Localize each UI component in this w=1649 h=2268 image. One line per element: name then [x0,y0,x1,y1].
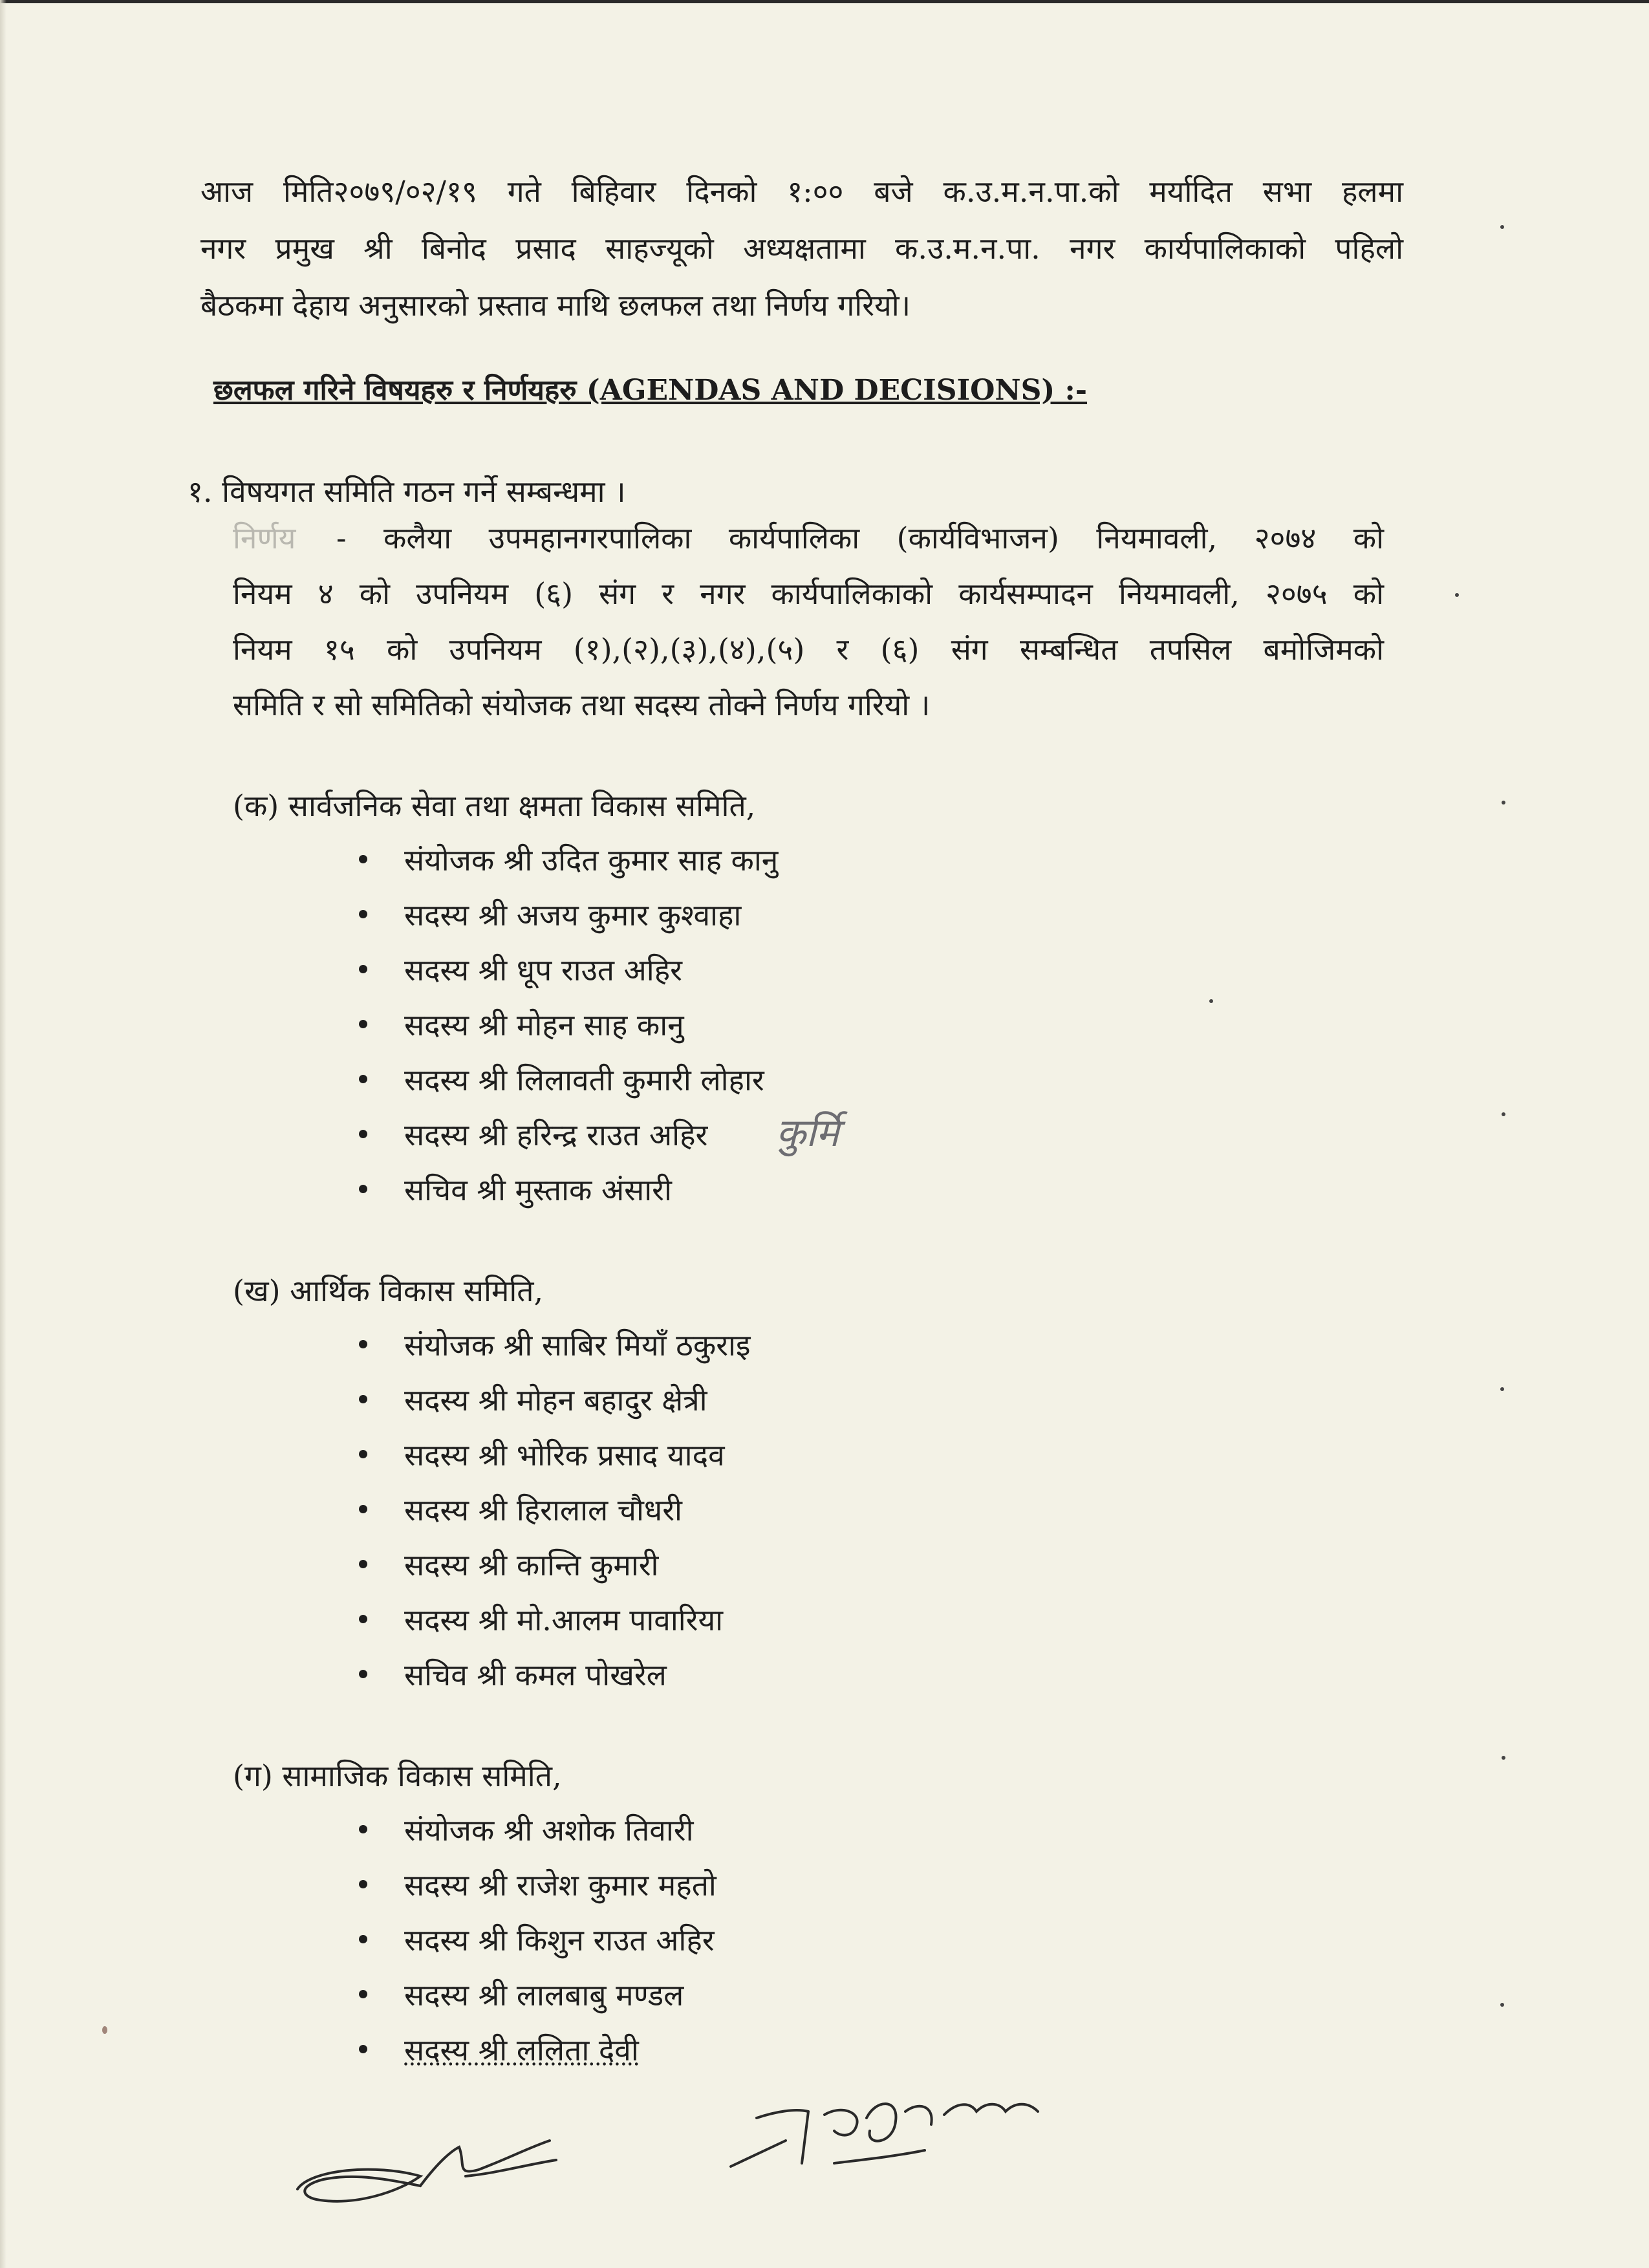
handwritten-correction: कुर्मि [776,1110,839,1156]
bullet-dot [359,1185,367,1193]
agenda-heading: छलफल गरिने विषयहरु र निर्णयहरु (AGENDAS AND DECISIONS) :- [213,374,1088,407]
committee-ka-member: सदस्य श्री मोहन साह कानु [404,1008,684,1042]
bullet-dot [359,1020,367,1028]
committee-ka-label: (क) सार्वजनिक सेवा तथा क्षमता विकास समिति, [233,788,756,823]
committee-kha-member: सदस्य श्री मो.आलम पावारिया [404,1603,724,1637]
committee-ka-member: सदस्य श्री अजय कुमार कुश्वाहा [404,898,742,933]
committee-ga-label: (ग) सामाजिक विकास समिति, [233,1758,562,1793]
committee-ka-member: सचिव श्री मुस्ताक अंसारी [404,1172,672,1207]
bullet-dot [359,1560,367,1568]
bullet-dot [359,1450,367,1458]
bullet-dot [359,1505,367,1513]
scan-top-border [0,0,1649,3]
intro-line-1: आज मिति२०७९/०२/१९ गते बिहिवार दिनको १:०० बजे क.उ.म.न.पा.को मर्यादित सभा हलमा [200,174,1403,209]
scan-speck [1502,1756,1505,1760]
committee-ka-member: संयोजक श्री उदित कुमार साह कानु [404,843,779,878]
scan-speck [1455,593,1459,597]
committee-ka-member: सदस्य श्री हरिन्द्र राउत अहिर [404,1118,708,1152]
scan-speck [1502,1112,1505,1116]
decision-line-4: समिति र सो समितिको संयोजक तथा सदस्य तोक्ने निर्णय गरियो । [233,687,931,722]
committee-ga-member: सदस्य श्री किशुन राउत अहिर [404,1923,715,1958]
bullet-dot [359,965,367,973]
bullet-dot [359,1340,367,1348]
committee-kha-member: सचिव श्री कमल पोखरेल [404,1658,667,1692]
bullet-dot [359,1825,367,1833]
scan-speck [1209,999,1213,1003]
decision-label: निर्णय [233,521,296,556]
committee-kha-member: सदस्य श्री कान्ति कुमारी [404,1548,659,1582]
decision-line-3: नियम १५ को उपनियम (१),(२),(३),(४),(५) र (६) संग सम्बन्धित तपसिल बमोजिमको [233,632,1384,667]
bullet-dot [359,1130,367,1138]
bullet-dot [359,1880,367,1888]
decision-line-1: - कलैया उपमहानगरपालिका कार्यपालिका (कार्यविभाजन) नियमावली, २०७४ को [336,521,1384,556]
scan-speck [1500,225,1504,229]
committee-ga-member: संयोजक श्री अशोक तिवारी [404,1813,694,1848]
committee-kha-member: संयोजक श्री साबिर मियाँ ठकुराइ [404,1328,751,1363]
scan-speck [1502,801,1505,805]
signature-left [285,2115,569,2218]
committee-ka-member: सदस्य श्री लिलावती कुमारी लोहार [404,1063,764,1097]
scan-edge-shadow [0,0,6,2268]
scan-speck [1500,1387,1504,1391]
intro-line-2: नगर प्रमुख श्री बिनोद प्रसाद साहज्यूको अध्यक्षतामा क.उ.म.न.पा. नगर कार्यपालिकाको पहिलो [200,231,1403,266]
bullet-dot [359,1615,367,1623]
bullet-dot [359,855,367,863]
intro-line-3: बैठकमा देहाय अनुसारको प्रस्ताव माथि छलफल तथा निर्णय गरियो। [200,288,911,323]
committee-kha-label: (ख) आर्थिक विकास समिति, [233,1273,544,1308]
committee-kha-member: सदस्य श्री हिरालाल चौधरी [404,1493,682,1528]
decision-line-2: नियम ४ को उपनियम (६) संग र नगर कार्यपालिकाको कार्यसम्पादन नियमावली, २०७५ को [233,576,1384,611]
committee-ga-member: सदस्य श्री राजेश कुमार महतो [404,1868,717,1903]
bullet-dot [359,1395,367,1403]
bullet-dot [359,1935,367,1943]
bullet-dot [359,1990,367,1998]
committee-kha-member: सदस्य श्री भोरिक प्रसाद यादव [404,1438,725,1473]
committee-ka-member: सदस्य श्री धूप राउत अहिर [404,953,682,988]
committee-ga-member: सदस्य श्री ललिता देवी [404,2033,639,2068]
scan-speck [102,2026,107,2034]
scan-speck [1500,2003,1504,2007]
signature-right [711,2086,1048,2183]
committee-ga-member: सदस्य श्री लालबाबु मण्डल [404,1978,684,2013]
bullet-dot [359,910,367,918]
bullet-dot [359,1075,367,1083]
bullet-dot [359,2045,367,2053]
agenda-item-title: १. विषयगत समिति गठन गर्ने सम्बन्धमा । [188,474,626,509]
committee-kha-member: सदस्य श्री मोहन बहादुर क्षेत्री [404,1383,707,1418]
bullet-dot [359,1670,367,1678]
